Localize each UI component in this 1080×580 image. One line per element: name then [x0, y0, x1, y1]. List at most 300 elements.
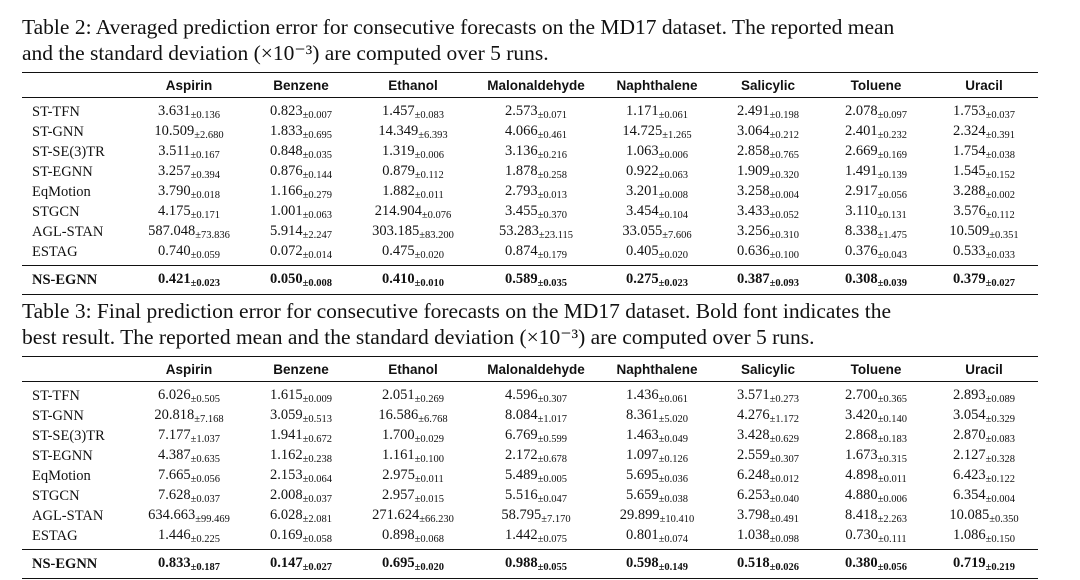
- mean-value: 3.110: [845, 203, 878, 219]
- mean-value: 2.324: [952, 123, 986, 139]
- value-cell: [930, 242, 1038, 266]
- std-value: ±0.075: [537, 534, 567, 545]
- method-name: ST-GNN: [32, 124, 84, 140]
- std-value: ±0.006: [877, 494, 907, 505]
- value-cell: [714, 550, 822, 579]
- value-cell: [130, 406, 248, 426]
- std-value: ±0.169: [877, 150, 907, 161]
- value-cell: [130, 162, 248, 182]
- value-cell: [714, 122, 822, 142]
- value-cell: [930, 266, 1038, 295]
- std-value: ±0.037: [190, 494, 220, 505]
- mean-value: 58.795: [501, 507, 542, 523]
- table-row: [22, 142, 1038, 162]
- mean-value: 0.275: [625, 271, 659, 287]
- table-row: [22, 486, 1038, 506]
- mean-value: 6.248: [736, 467, 770, 483]
- mean-value: 10.085: [949, 507, 990, 523]
- value-cell: [354, 466, 472, 486]
- mean-value: 16.586: [378, 407, 419, 423]
- mean-value: 2.051: [381, 387, 415, 403]
- mean-value: 1.941: [269, 427, 303, 443]
- value-cell: [472, 406, 600, 426]
- column-header: Benzene: [248, 73, 354, 98]
- std-value: ±0.002: [985, 190, 1015, 201]
- value-cell: [714, 506, 822, 526]
- std-value: ±0.012: [769, 474, 799, 485]
- value-cell: [354, 98, 472, 123]
- value-cell: [822, 550, 930, 579]
- std-value: ±7.170: [541, 514, 571, 525]
- value-cell: [248, 182, 354, 202]
- value-cell: [600, 142, 714, 162]
- std-value: ±0.365: [877, 394, 907, 405]
- std-value: ±0.061: [658, 110, 688, 121]
- std-value: ±0.008: [302, 278, 332, 289]
- value-cell: [930, 382, 1038, 407]
- std-value: ±0.020: [658, 250, 688, 261]
- mean-value: 8.418: [844, 507, 878, 523]
- value-cell: [822, 466, 930, 486]
- best-result-row: [22, 550, 1038, 579]
- std-value: ±0.126: [658, 454, 688, 465]
- mean-value: 2.700: [844, 387, 878, 403]
- mean-value: 3.054: [952, 407, 986, 423]
- std-value: ±0.629: [769, 434, 799, 445]
- caption-line: best result. The reported mean and the standard deviation (×10⁻³) are computed over 5 runs.: [22, 325, 815, 349]
- value-cell: [600, 182, 714, 202]
- method-name: ST-SE(3)TR: [32, 428, 105, 444]
- std-value: ±0.068: [414, 534, 444, 545]
- mean-value: 8.338: [844, 223, 878, 239]
- mean-value: 2.868: [844, 427, 878, 443]
- method-name: ST-TFN: [32, 104, 80, 120]
- mean-value: 2.893: [952, 387, 986, 403]
- value-cell: [472, 122, 600, 142]
- mean-value: 0.533: [952, 243, 986, 259]
- mean-value: 8.084: [504, 407, 538, 423]
- mean-value: 7.177: [157, 427, 191, 443]
- mean-value: 0.380: [844, 555, 878, 571]
- mean-value: 4.596: [504, 387, 538, 403]
- std-value: ±0.083: [414, 110, 444, 121]
- std-value: ±1.017: [537, 414, 567, 425]
- std-value: ±2.263: [877, 514, 907, 525]
- value-cell: [600, 550, 714, 579]
- std-value: ±73.836: [195, 230, 230, 241]
- mean-value: 0.147: [269, 555, 303, 571]
- std-value: ±0.307: [537, 394, 567, 405]
- mean-value: 0.922: [625, 163, 659, 179]
- std-value: ±0.150: [985, 534, 1015, 545]
- std-value: ±0.023: [658, 278, 688, 289]
- std-value: ±7.168: [194, 414, 224, 425]
- value-cell: [600, 486, 714, 506]
- mean-value: 2.127: [952, 447, 986, 463]
- value-cell: [130, 122, 248, 142]
- std-value: ±0.089: [985, 394, 1015, 405]
- header-row: [22, 357, 1038, 382]
- std-value: ±0.279: [302, 190, 332, 201]
- std-value: ±2.680: [194, 130, 224, 141]
- value-cell: [248, 122, 354, 142]
- method-name: ESTAG: [32, 244, 78, 260]
- value-cell: [248, 242, 354, 266]
- std-value: ±10.410: [659, 514, 695, 525]
- std-value: ±0.100: [414, 454, 444, 465]
- std-value: ±0.140: [877, 414, 907, 425]
- mean-value: 2.153: [269, 467, 303, 483]
- value-cell: [472, 162, 600, 182]
- header-corner: [22, 73, 130, 98]
- mean-value: 1.001: [269, 203, 303, 219]
- column-header: Salicylic: [714, 73, 822, 98]
- value-cell: [822, 406, 930, 426]
- std-value: ±0.071: [537, 110, 567, 121]
- mean-value: 2.957: [381, 487, 415, 503]
- column-header: Toluene: [822, 357, 930, 382]
- value-cell: [130, 142, 248, 162]
- mean-value: 1.909: [736, 163, 770, 179]
- mean-value: 1.319: [381, 143, 415, 159]
- mean-value: 2.491: [736, 103, 770, 119]
- column-header: Toluene: [822, 73, 930, 98]
- mean-value: 0.879: [382, 163, 415, 179]
- value-cell: [472, 486, 600, 506]
- std-value: ±0.695: [302, 130, 332, 141]
- value-cell: [714, 242, 822, 266]
- value-cell: [930, 122, 1038, 142]
- std-value: ±0.036: [658, 474, 688, 485]
- std-value: ±0.038: [658, 494, 688, 505]
- std-value: ±0.394: [190, 170, 220, 181]
- std-value: ±0.056: [190, 474, 220, 485]
- std-value: ±0.139: [877, 170, 907, 181]
- mean-value: 53.283: [498, 223, 539, 239]
- std-value: ±0.020: [414, 250, 444, 261]
- value-cell: [600, 466, 714, 486]
- std-value: ±0.049: [658, 434, 688, 445]
- mean-value: 0.405: [625, 243, 659, 259]
- mean-value: 1.463: [625, 427, 659, 443]
- value-cell: [248, 222, 354, 242]
- value-cell: [130, 466, 248, 486]
- method-name: AGL-STAN: [32, 224, 104, 240]
- column-header: Aspirin: [130, 357, 248, 382]
- std-value: ±0.033: [985, 250, 1015, 261]
- mean-value: 6.769: [504, 427, 538, 443]
- table-row: [22, 426, 1038, 446]
- value-cell: [354, 266, 472, 295]
- value-cell: [248, 142, 354, 162]
- mean-value: 6.028: [269, 507, 303, 523]
- mean-value: 3.798: [736, 507, 770, 523]
- method-name: ST-GNN: [32, 408, 84, 424]
- table-2-block: [22, 14, 1038, 295]
- value-cell: [354, 222, 472, 242]
- mean-value: 214.904: [374, 203, 422, 219]
- value-cell: [600, 506, 714, 526]
- mean-value: 587.048: [148, 223, 196, 239]
- table-3: [22, 356, 1038, 579]
- std-value: ±0.047: [537, 494, 567, 505]
- mean-value: 0.410: [381, 271, 415, 287]
- mean-value: 20.818: [154, 407, 195, 423]
- std-value: ±0.006: [414, 150, 444, 161]
- std-value: ±0.027: [302, 562, 332, 573]
- value-cell: [822, 446, 930, 466]
- std-value: ±0.678: [537, 454, 567, 465]
- std-value: ±0.093: [769, 278, 799, 289]
- method-name: ST-EGNN: [32, 448, 93, 464]
- table-row: [22, 202, 1038, 222]
- value-cell: [714, 142, 822, 162]
- value-cell: [354, 382, 472, 407]
- mean-value: 3.258: [736, 183, 770, 199]
- table-3-caption: [22, 298, 1038, 350]
- value-cell: [472, 426, 600, 446]
- value-cell: [354, 142, 472, 162]
- value-cell: [600, 242, 714, 266]
- std-value: ±0.328: [985, 454, 1015, 465]
- column-header: Malonaldehyde: [472, 73, 600, 98]
- value-cell: [130, 182, 248, 202]
- mean-value: 3.201: [625, 183, 659, 199]
- std-value: ±0.320: [769, 170, 799, 181]
- value-cell: [822, 98, 930, 123]
- std-value: ±0.026: [769, 562, 799, 573]
- value-cell: [248, 266, 354, 295]
- column-header: Salicylic: [714, 357, 822, 382]
- std-value: ±66.230: [419, 514, 454, 525]
- mean-value: 0.874: [504, 243, 538, 259]
- mean-value: 5.489: [504, 467, 538, 483]
- value-cell: [714, 182, 822, 202]
- std-value: ±0.269: [414, 394, 444, 405]
- column-header: Naphthalene: [600, 73, 714, 98]
- value-cell: [472, 142, 600, 162]
- column-header: Ethanol: [354, 357, 472, 382]
- value-cell: [472, 506, 600, 526]
- std-value: ±0.063: [302, 210, 332, 221]
- value-cell: [472, 242, 600, 266]
- mean-value: 1.673: [844, 447, 878, 463]
- mean-value: 2.078: [844, 103, 878, 119]
- table-row: [22, 222, 1038, 242]
- value-cell: [930, 426, 1038, 446]
- table-row: [22, 162, 1038, 182]
- column-header: Benzene: [248, 357, 354, 382]
- mean-value: 4.175: [157, 203, 191, 219]
- value-cell: [472, 382, 600, 407]
- best-result-row: [22, 266, 1038, 295]
- std-value: ±0.015: [414, 494, 444, 505]
- value-cell: [248, 202, 354, 222]
- mean-value: 0.636: [736, 243, 770, 259]
- value-cell: [248, 506, 354, 526]
- method-name: ESTAG: [32, 528, 78, 544]
- value-cell: [354, 426, 472, 446]
- value-cell: [130, 526, 248, 550]
- mean-value: 1.086: [952, 527, 986, 543]
- value-cell: [714, 406, 822, 426]
- mean-value: 1.038: [736, 527, 770, 543]
- value-cell: [930, 98, 1038, 123]
- std-value: ±0.037: [985, 110, 1015, 121]
- value-cell: [930, 526, 1038, 550]
- std-value: ±83.200: [419, 230, 454, 241]
- mean-value: 0.475: [381, 243, 415, 259]
- std-value: ±0.004: [985, 494, 1015, 505]
- value-cell: [822, 526, 930, 550]
- table-row: [22, 446, 1038, 466]
- std-value: ±0.020: [414, 562, 444, 573]
- std-value: ±0.011: [414, 474, 444, 485]
- value-cell: [354, 202, 472, 222]
- std-value: ±0.216: [537, 150, 567, 161]
- mean-value: 2.559: [736, 447, 770, 463]
- std-value: ±0.004: [769, 190, 799, 201]
- std-value: ±0.038: [985, 150, 1015, 161]
- std-value: ±1.265: [662, 130, 692, 141]
- mean-value: 0.695: [381, 555, 415, 571]
- method-name: EqMotion: [32, 184, 91, 200]
- std-value: ±0.011: [414, 190, 444, 201]
- column-header: Aspirin: [130, 73, 248, 98]
- mean-value: 0.589: [504, 271, 538, 287]
- mean-value: 0.387: [736, 271, 770, 287]
- std-value: ±0.098: [769, 534, 799, 545]
- value-cell: [248, 98, 354, 123]
- std-value: ±0.037: [302, 494, 332, 505]
- mean-value: 0.598: [625, 555, 659, 571]
- caption-line: and the standard deviation (×10⁻³) are computed over 5 runs.: [22, 41, 549, 65]
- std-value: ±1.037: [190, 434, 220, 445]
- std-value: ±0.310: [769, 230, 799, 241]
- value-cell: [714, 486, 822, 506]
- value-cell: [354, 242, 472, 266]
- std-value: ±0.238: [302, 454, 332, 465]
- method-name: NS-EGNN: [22, 550, 130, 579]
- mean-value: 2.573: [504, 103, 538, 119]
- std-value: ±0.052: [769, 210, 799, 221]
- value-cell: [354, 526, 472, 550]
- value-cell: [354, 550, 472, 579]
- mean-value: 1.161: [381, 447, 415, 463]
- mean-value: 10.509: [154, 123, 195, 139]
- method-name: EqMotion: [32, 468, 91, 484]
- std-value: ±0.635: [190, 454, 220, 465]
- std-value: ±0.513: [302, 414, 332, 425]
- value-cell: [248, 406, 354, 426]
- column-header: Naphthalene: [600, 357, 714, 382]
- std-value: ±0.149: [658, 562, 688, 573]
- value-cell: [600, 446, 714, 466]
- mean-value: 4.880: [844, 487, 878, 503]
- value-cell: [472, 202, 600, 222]
- mean-value: 3.257: [157, 163, 191, 179]
- std-value: ±0.035: [537, 278, 567, 289]
- std-value: ±0.672: [302, 434, 332, 445]
- column-header: Uracil: [930, 357, 1038, 382]
- value-cell: [930, 142, 1038, 162]
- std-value: ±0.040: [769, 494, 799, 505]
- mean-value: 3.433: [736, 203, 770, 219]
- mean-value: 4.066: [504, 123, 538, 139]
- column-header: Malonaldehyde: [472, 357, 600, 382]
- std-value: ±0.491: [769, 514, 799, 525]
- mean-value: 2.870: [952, 427, 986, 443]
- std-value: ±0.112: [985, 210, 1015, 221]
- value-cell: [600, 266, 714, 295]
- table-row: [22, 526, 1038, 550]
- value-cell: [354, 506, 472, 526]
- mean-value: 3.256: [736, 223, 770, 239]
- value-cell: [130, 382, 248, 407]
- std-value: ±0.007: [302, 110, 332, 121]
- mean-value: 6.026: [157, 387, 191, 403]
- std-value: ±0.011: [877, 474, 907, 485]
- table-row: [22, 406, 1038, 426]
- value-cell: [930, 550, 1038, 579]
- std-value: ±99.469: [195, 514, 230, 525]
- caption-line: Table 3: Final prediction error for consecutive forecasts on the MD17 dataset. Bold font indicates the: [22, 299, 891, 323]
- value-cell: [930, 202, 1038, 222]
- value-cell: [600, 382, 714, 407]
- mean-value: 3.790: [157, 183, 191, 199]
- mean-value: 1.700: [381, 427, 415, 443]
- header-row: [22, 73, 1038, 98]
- mean-value: 2.008: [269, 487, 303, 503]
- mean-value: 10.509: [949, 223, 990, 239]
- column-header: Ethanol: [354, 73, 472, 98]
- value-cell: [822, 486, 930, 506]
- value-cell: [130, 446, 248, 466]
- mean-value: 33.055: [622, 223, 663, 239]
- mean-value: 0.072: [269, 243, 303, 259]
- method-name: AGL-STAN: [32, 508, 104, 524]
- std-value: ±5.020: [658, 414, 688, 425]
- mean-value: 3.631: [157, 103, 191, 119]
- mean-value: 2.917: [844, 183, 878, 199]
- std-value: ±0.599: [537, 434, 567, 445]
- mean-value: 2.793: [504, 183, 538, 199]
- mean-value: 29.899: [619, 507, 660, 523]
- std-value: ±0.370: [537, 210, 567, 221]
- mean-value: 1.545: [952, 163, 986, 179]
- mean-value: 1.162: [269, 447, 303, 463]
- value-cell: [822, 506, 930, 526]
- value-cell: [248, 486, 354, 506]
- std-value: ±0.273: [769, 394, 799, 405]
- std-value: ±0.083: [985, 434, 1015, 445]
- value-cell: [930, 446, 1038, 466]
- mean-value: 3.428: [736, 427, 770, 443]
- value-cell: [600, 222, 714, 242]
- value-cell: [822, 266, 930, 295]
- std-value: ±0.198: [769, 110, 799, 121]
- value-cell: [822, 182, 930, 202]
- value-cell: [472, 526, 600, 550]
- std-value: ±0.391: [985, 130, 1015, 141]
- mean-value: 2.401: [844, 123, 878, 139]
- value-cell: [930, 222, 1038, 242]
- mean-value: 0.823: [269, 103, 303, 119]
- std-value: ±0.131: [877, 210, 907, 221]
- mean-value: 14.725: [622, 123, 663, 139]
- value-cell: [248, 550, 354, 579]
- value-cell: [248, 466, 354, 486]
